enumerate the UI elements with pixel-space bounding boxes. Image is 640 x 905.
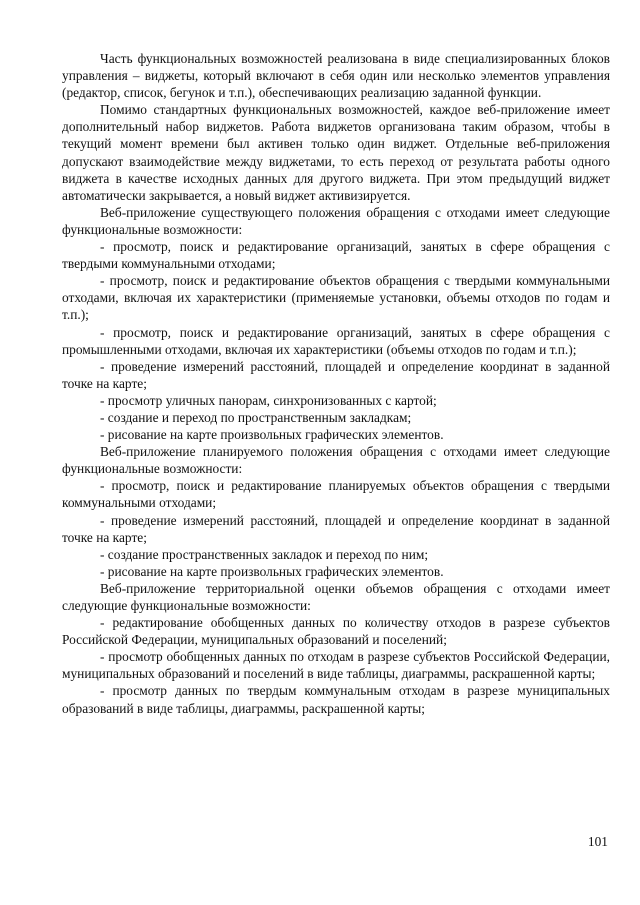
paragraph: Веб-приложение планируемого положения обращения с отходами имеет следующие функциональные возможности: [62,444,610,477]
list-item: - проведение измерений расстояний, площадей и определение координат в заданной точке на карте; [62,512,610,545]
list-item: - просмотр, поиск и редактирование планируемых объектов обращения с твердыми коммунальными отходами; [62,478,610,511]
paragraph: Веб-приложение территориальной оценки объемов обращения с отходами имеет следующие функциональные возможности: [62,580,610,613]
list-item: - создание пространственных закладок и переход по ним; [100,546,429,562]
paragraph: Помимо стандартных функциональных возможностей, каждое веб-приложение имеет дополнительный набор виджетов. Работа виджетов организована таким образом, чтобы в текущий момент времени был активен только один виджет. Отдельные веб-приложения допускают взаимодействие между виджетами, то есть переход от результата работы одного виджета в качестве исходных данных для другого виджета. При этом предыдущий виджет автоматически закрывается, а новый виджет активизируется. [62,102,610,203]
list-item: - просмотр уличных панорам, синхронизованных с картой; [100,392,437,408]
list-item: - просмотр данных по твердым коммунальным отходам в разрезе муниципальных образований в виде таблицы, диаграммы, раскрашенной карты; [62,683,610,716]
paragraph: Веб-приложение существующего положения обращения с отходами имеет следующие функциональные возможности: [62,204,610,237]
list-item: - просмотр обобщенных данных по отходам в разрезе субъектов Российской Федерации, муниципальных образований и поселений в виде таблицы, диаграммы, раскрашенной карты; [62,649,610,682]
document-body [62,50,610,717]
list-item: - просмотр, поиск и редактирование организаций, занятых в сфере обращения с твердыми коммунальными отходами; [62,239,610,272]
paragraph: Часть функциональных возможностей реализована в виде специализированных блоков управления – виджеты, который включают в себя один или несколько элементов управления (редактор, список, бегунок и т.п.), обеспечивающих реализацию заданной функции. [62,51,610,101]
list-item: - создание и переход по пространственным закладкам; [100,409,412,425]
list-item: - редактирование обобщенных данных по количеству отходов в разрезе субъектов Российской Федерации, муниципальных образований и поселений; [62,615,610,648]
list-item: - просмотр, поиск и редактирование организаций, занятых в сфере обращения с промышленными отходами, включая их характеристики (объемы отходов по годам и т.п.); [62,324,610,357]
list-item: - просмотр, поиск и редактирование объектов обращения с твердыми коммунальными отходами, включая их характеристики (применяемые установки, объемы отходов по годам и т.п.); [62,273,610,323]
list-item: - рисование на карте произвольных графических элементов. [100,427,444,443]
list-item: - рисование на карте произвольных графических элементов. [100,563,444,579]
list-item: - проведение измерений расстояний, площадей и определение координат в заданной точке на карте; [62,358,610,391]
page-number: 101 [587,834,608,849]
